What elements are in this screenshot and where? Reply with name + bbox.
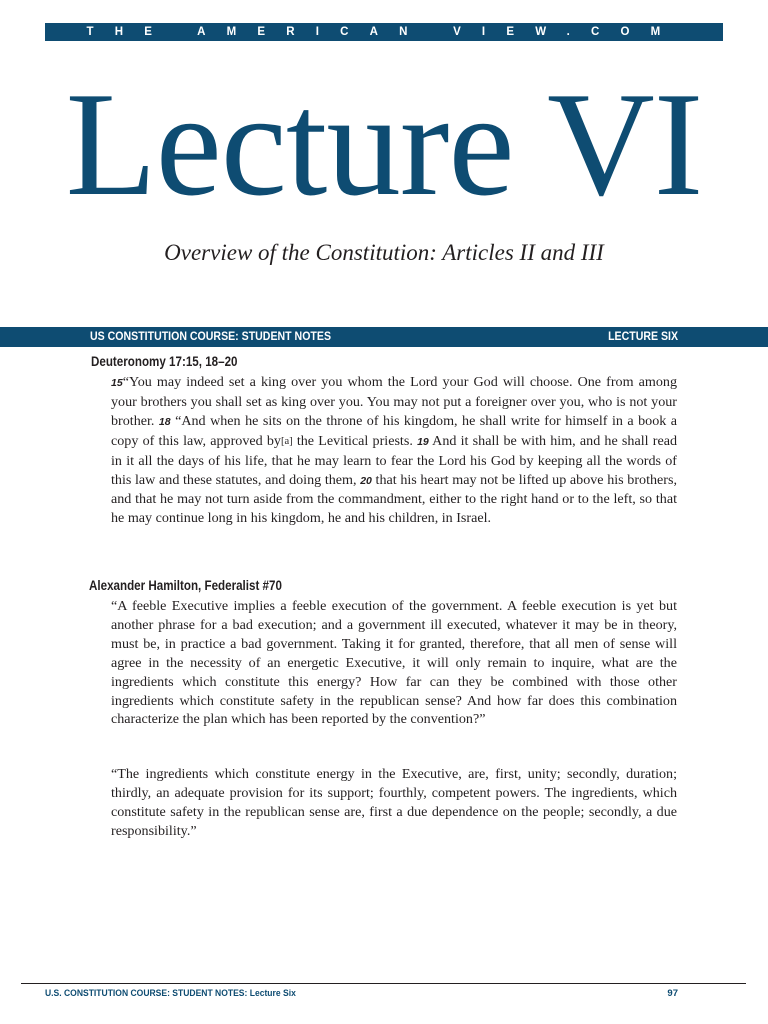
section-header-bar [0, 327, 768, 347]
lecture-subtitle: Overview of the Constitution: Articles II and III [164, 240, 604, 265]
verse-number: 18 [158, 415, 171, 428]
source-heading-federalist: Alexander Hamilton, Federalist #70 [89, 578, 282, 593]
footer-course-title: U.S. CONSTITUTION COURSE: STUDENT NOTES: Lecture Six [45, 988, 296, 999]
verse-text: that his heart may not be lifted up above his brothers, and that he may not turn aside from the commandment, either to the right hand or to the left, so that he may continue long in his kingdom, he and his children, in Israel. [111, 471, 677, 527]
page-number: 97 [667, 988, 678, 999]
verse-number: 15 [111, 377, 123, 389]
verse-text: “You may indeed set a king over you whom the Lord your God will choose. One from among your brothers you shall set as king over you. You may not put a foreigner over you, who is not your brother. [111, 374, 677, 429]
site-banner [45, 23, 723, 41]
scripture-passage [111, 373, 677, 528]
verse-text: the Levitical priests. [292, 432, 418, 449]
footnote-reference: [a] [280, 435, 293, 447]
course-label: US CONSTITUTION COURSE: STUDENT NOTES [90, 331, 331, 343]
verse-text: And it shall be with him, and he shall read in it all the days of his life, that he may learn to fear the Lord his God by keeping all the words of this law and these statutes, and doing them, [111, 432, 678, 488]
quote-paragraph: “A feeble Executive implies a feeble execution of the government. A feeble execution is yet but another phrase for a bad execution; and a government ill executed, whatever it may be in theory, must be, in practice a bad government. Taking it for granted, therefore, that all men of sense will agree in the necessity of an energetic Executive, it will only remain to inquire, what are the ingredients which constitute this energy? How far can they be combined with those other ingredients which constitute safety in the republican sense? And how far does this combination characterize the plan which has been reported by the convention?” [111, 598, 677, 728]
quote-paragraph: “The ingredients which constitute energy in the Executive, are, first, unity; secondly, duration; thirdly, an adequate provision for its support; fourthly, competent powers. The ingredients, which constitute safety in the republican sense are, first a due dependence on the people; secondly, a due responsibility.” [111, 766, 677, 839]
source-heading-deuteronomy: Deuteronomy 17:15, 18–20 [91, 354, 238, 369]
site-banner-text: THE AMERICAN VIEW.COM [86, 26, 682, 38]
verse-number: 19 [417, 435, 429, 448]
verse-number: 20 [360, 474, 372, 487]
footer-divider [21, 983, 746, 984]
lecture-number-label: LECTURE SIX [608, 331, 678, 343]
lecture-title: Lecture VI [65, 62, 703, 227]
verse-text: “And when he sits on the throne of his kingdom, he shall write for himself in a book a copy of this law, approved by [111, 412, 678, 449]
